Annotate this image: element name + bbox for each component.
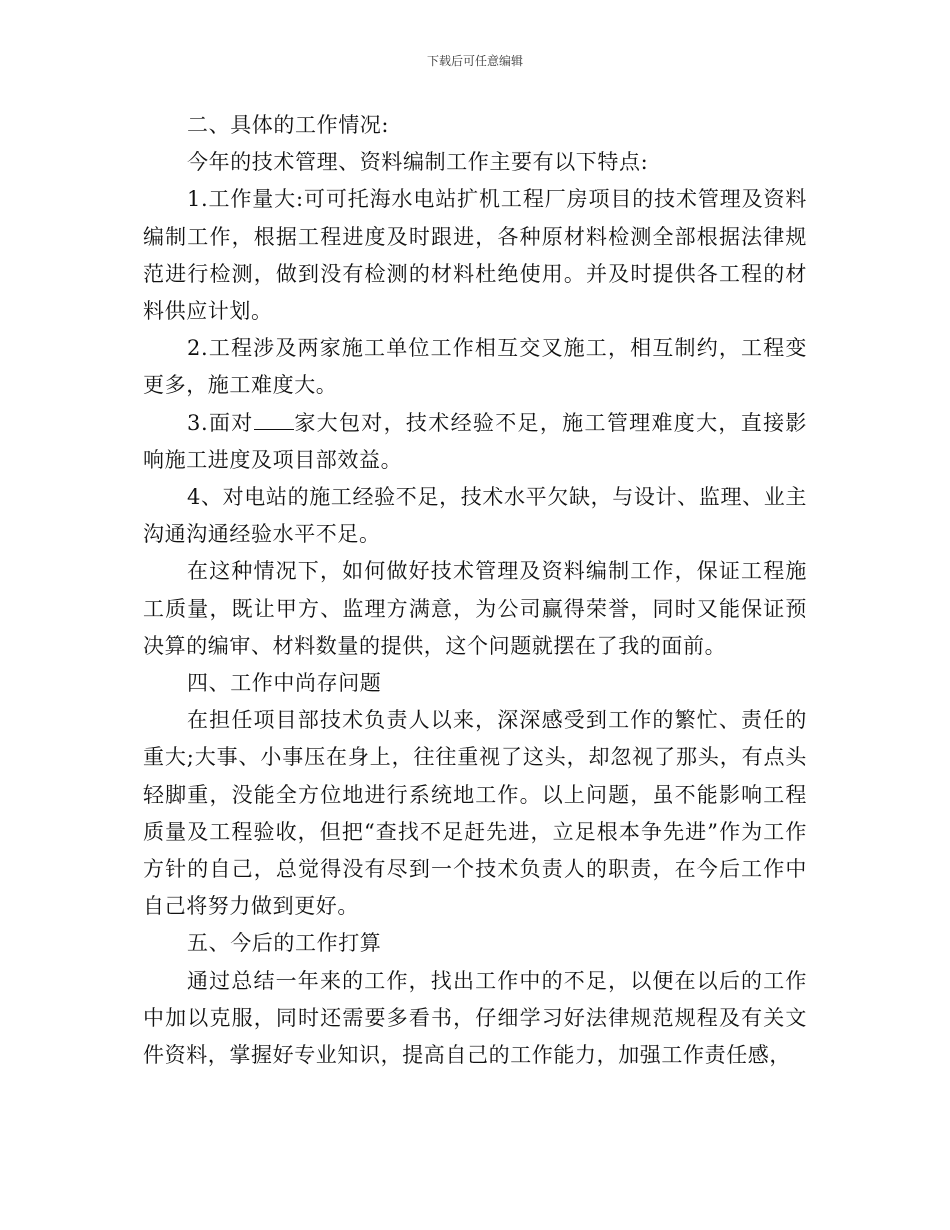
point-3-rest: 家大包对，技术经验不足，施工管理难度大，直接影响施工进度及项目部效益。 — [143, 410, 807, 472]
document-body — [143, 107, 807, 1074]
section-5-paragraph: 通过总结一年来的工作，找出工作中的不足，以便在以后的工作中加以克服，同时还需要多看书，仔细学习好法律规范规程及有关文件资料，掌握好专业知识，提高自己的工作能力，加强工作责任感， — [143, 968, 807, 1068]
section-4-paragraph: 在担任项目部技术负责人以来，深深感受到工作的繁忙、责任的重大;大事、小事压在身上，往往重视了这头，却忽视了那头，有点头轻脚重，没能全方位地进行系统地工作。以上问题，虽不能影响工程质量及工程验收，但把“查找不足赶先进，立足根本争先进”作为工作方针的自己，总觉得没有尽到一个技术负责人的职责，在今后工作中自己将努力做到更好。 — [143, 708, 807, 919]
point-1-paragraph: 1.工作量大:可可托海水电站扩机工程厂房项目的技术管理及资料编制工作，根据工程进度及时跟进，各种原材料检测全部根据法律规范进行检测，做到没有检测的材料杜绝使用。并及时提供各工程的材料供应计划。 — [143, 187, 807, 324]
point-4-paragraph: 4、对电站的施工经验不足，技术水平欠缺，与设计、监理、业主沟通沟通经验水平不足。 — [143, 485, 807, 547]
point-3-start: 3.面对 — [187, 410, 254, 435]
section-5-heading: 五、今后的工作打算 — [187, 931, 382, 956]
page-header: 下载后可任意编辑 — [426, 54, 523, 68]
summary-paragraph: 在这种情况下，如何做好技术管理及资料编制工作，保证工程施工质量，既让甲方、监理方满意，为公司赢得荣誉，同时又能保证预决算的编审、材料数量的提供，这个问题就摆在了我的面前。 — [143, 559, 807, 658]
section-4-heading: 四、工作中尚存问题 — [187, 671, 382, 696]
section-2-heading: 二、具体的工作情况: — [187, 113, 390, 137]
point-2-paragraph: 2.工程涉及两家施工单位工作相互交叉施工，相互制约，工程变更多，施工难度大。 — [143, 336, 807, 398]
point-3-paragraph — [143, 405, 807, 479]
fill-in-blank — [254, 411, 294, 430]
intro-paragraph: 今年的技术管理、资料编制工作主要有以下特点: — [187, 150, 649, 175]
